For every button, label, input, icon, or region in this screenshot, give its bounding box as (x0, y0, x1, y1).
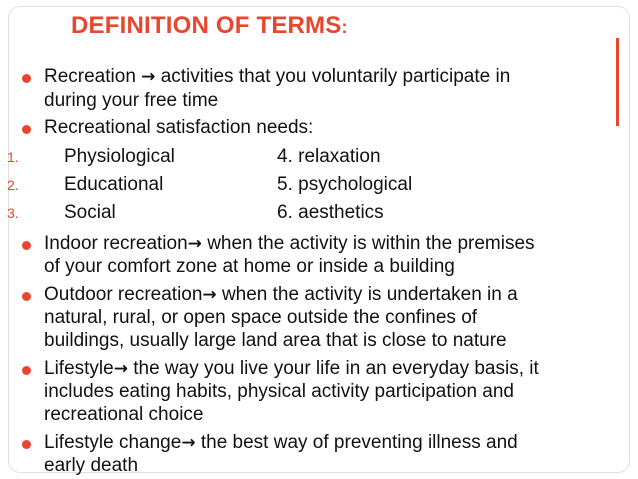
list-number: 2. (7, 177, 19, 193)
bullet-icon (22, 366, 31, 375)
definition-text: when the activity is within the premises (207, 233, 535, 254)
term-outdoor: Outdoor recreation (44, 284, 203, 305)
term-recreation: Recreation (44, 66, 136, 87)
definition-indoor (44, 234, 535, 254)
term-lifestyle-change: Lifestyle change (44, 432, 182, 453)
definition-lifestyle-change (44, 433, 518, 453)
definition-recreation (44, 67, 510, 87)
definition-text-continued: buildings, usually large land area that is close to nature (44, 330, 507, 351)
satisfaction-heading: Recreational satisfaction needs: (44, 117, 314, 138)
bullet-icon (22, 292, 31, 301)
need-item: Physiological (64, 146, 175, 167)
bullet-icon (22, 74, 31, 83)
definition-text-continued: natural, rural, or open space outside the confines of (44, 307, 478, 328)
definition-text: the best way of preventing illness and (200, 432, 518, 453)
arrow-right-icon: → (181, 433, 196, 453)
accent-bar (616, 38, 619, 126)
definition-text-continued: recreational choice (44, 404, 204, 425)
term-lifestyle: Lifestyle (44, 358, 114, 379)
definition-text-continued: of your comfort zone at home or inside a building (44, 256, 455, 277)
arrow-right-icon: → (113, 359, 128, 379)
need-item: 4. relaxation (277, 146, 381, 167)
need-item: 6. aesthetics (277, 202, 384, 223)
arrow-right-icon: → (141, 67, 156, 87)
definition-text: activities that you voluntarily participate in (160, 66, 511, 87)
definition-outdoor (44, 285, 518, 305)
slide-title-colon: : (341, 17, 348, 37)
definition-text-continued: during your free time (44, 90, 219, 111)
need-item: Educational (64, 174, 164, 195)
definition-text-continued: includes eating habits, physical activity participation and (44, 381, 514, 402)
definition-text: when the activity is undertaken in a (221, 284, 518, 305)
bullet-icon (22, 241, 31, 250)
term-indoor: Indoor recreation (44, 233, 188, 254)
arrow-right-icon: → (187, 234, 202, 254)
bullet-icon (22, 440, 31, 449)
definition-text-continued: early death (44, 455, 139, 476)
arrow-right-icon: → (202, 285, 217, 305)
slide-title (71, 12, 348, 40)
slide-title-text: DEFINITION OF TERMS (71, 12, 342, 39)
need-item: Social (64, 202, 116, 223)
definition-lifestyle (44, 359, 539, 379)
list-number: 3. (7, 205, 19, 221)
list-number: 1. (7, 149, 19, 165)
definition-text: the way you live your life in an everyday basis, it (133, 358, 539, 379)
bullet-icon (22, 125, 31, 134)
need-item: 5. psychological (277, 174, 413, 195)
